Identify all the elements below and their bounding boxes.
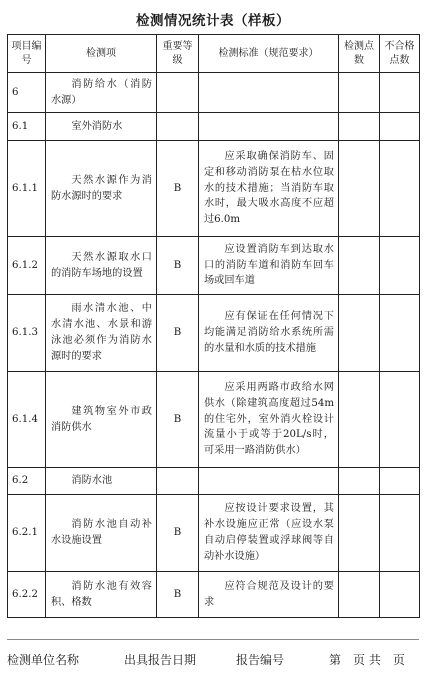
row-points-cell xyxy=(339,468,380,495)
row-code: 6.2.1 xyxy=(8,495,46,572)
row-points-cell xyxy=(339,572,380,618)
row-grade: B xyxy=(157,141,199,237)
row-grade: B xyxy=(157,237,199,295)
footer-unit-name: 检测单位名称 xyxy=(7,653,80,667)
row-grade xyxy=(157,73,199,113)
row-item: 建筑物室外市政消防供水 xyxy=(46,372,157,468)
row-standard xyxy=(199,468,339,495)
row-code: 6.1.2 xyxy=(8,237,46,295)
row-fail-cell xyxy=(380,237,420,295)
row-item: 天然水源作为消防水源时的要求 xyxy=(46,141,157,237)
header-item: 检测项 xyxy=(46,35,157,73)
row-grade: B xyxy=(157,295,199,372)
table-row xyxy=(8,113,420,141)
row-fail-cell xyxy=(380,295,420,372)
table-row xyxy=(8,295,420,372)
row-grade: B xyxy=(157,572,199,618)
row-fail-cell xyxy=(380,113,420,141)
table-row xyxy=(8,495,420,572)
row-standard: 应有保证在任何情况下均能满足消防给水系统所需的水量和水质的技术措施 xyxy=(199,295,339,372)
header-grade: 重要等级 xyxy=(157,35,199,73)
table-row xyxy=(8,237,420,295)
header-code: 项目编号 xyxy=(8,35,46,73)
footer-report-number: 报告编号 xyxy=(236,653,285,667)
row-points-cell xyxy=(339,372,380,468)
table-header-row xyxy=(8,35,420,73)
row-fail-cell xyxy=(380,495,420,572)
row-fail-cell xyxy=(380,572,420,618)
row-standard: 应按设计要求设置，其补水设施应正常（应设水泵自动启停装置或浮球阀等自动补水设施） xyxy=(199,495,339,572)
row-grade xyxy=(157,468,199,495)
row-standard: 应设置消防车到达取水口的消防车道和消防车回车场或回车道 xyxy=(199,237,339,295)
footer-report-date: 出具报告日期 xyxy=(124,653,197,667)
header-standard: 检测标准（规范要求） xyxy=(199,35,339,73)
row-item: 室外消防水 xyxy=(46,113,157,141)
row-code: 6.2 xyxy=(8,468,46,495)
row-code: 6 xyxy=(8,73,46,113)
page-title: 检测情况统计表（样板） xyxy=(136,13,290,29)
row-fail-cell xyxy=(380,141,420,237)
row-standard xyxy=(199,73,339,113)
row-item: 消防水池自动补水设施设置 xyxy=(46,495,157,572)
row-grade: B xyxy=(157,372,199,468)
row-item: 消防水池 xyxy=(46,468,157,495)
row-item: 消防给水（消防水源） xyxy=(46,73,157,113)
row-item: 消防水池有效容积、格数 xyxy=(46,572,157,618)
table-row xyxy=(8,73,420,113)
row-item: 天然水源取水口的消防车场地的设置 xyxy=(46,237,157,295)
table-row xyxy=(8,468,420,495)
table-row xyxy=(8,572,420,618)
row-item: 雨水清水池、中水清水池、水景和游泳池必须作为消防水源时的要求 xyxy=(46,295,157,372)
row-points-cell xyxy=(339,113,380,141)
row-code: 6.1.3 xyxy=(8,295,46,372)
row-standard xyxy=(199,113,339,141)
table-row xyxy=(8,372,420,468)
row-grade xyxy=(157,113,199,141)
row-code: 6.1.4 xyxy=(8,372,46,468)
page-footer xyxy=(7,651,419,669)
header-fail: 不合格点数 xyxy=(380,35,420,73)
row-code: 6.1.1 xyxy=(8,141,46,237)
row-grade: B xyxy=(157,495,199,572)
table-row xyxy=(8,141,420,237)
row-fail-cell xyxy=(380,372,420,468)
row-points-cell xyxy=(339,295,380,372)
header-points: 检测点数 xyxy=(339,35,380,73)
footer-divider xyxy=(7,639,419,640)
row-points-cell xyxy=(339,495,380,572)
row-standard: 应采取确保消防车、固定和移动消防泵在枯水位取水的技术措施；当消防车取水时，最大吸水高度不应超过6.0m xyxy=(199,141,339,237)
row-points-cell xyxy=(339,237,380,295)
row-standard: 应采用两路市政给水网供水（除建筑高度超过54m的住宅外，室外消火栓设计流量小于或等于20L/s时，可采用一路消防供水） xyxy=(199,372,339,468)
row-fail-cell xyxy=(380,468,420,495)
row-code: 6.2.2 xyxy=(8,572,46,618)
footer-page-count: 第 页 共 页 xyxy=(329,653,405,667)
row-points-cell xyxy=(339,73,380,113)
inspection-table xyxy=(7,34,420,618)
row-code: 6.1 xyxy=(8,113,46,141)
row-fail-cell xyxy=(380,73,420,113)
row-standard: 应符合规范及设计的要求 xyxy=(199,572,339,618)
row-points-cell xyxy=(339,141,380,237)
